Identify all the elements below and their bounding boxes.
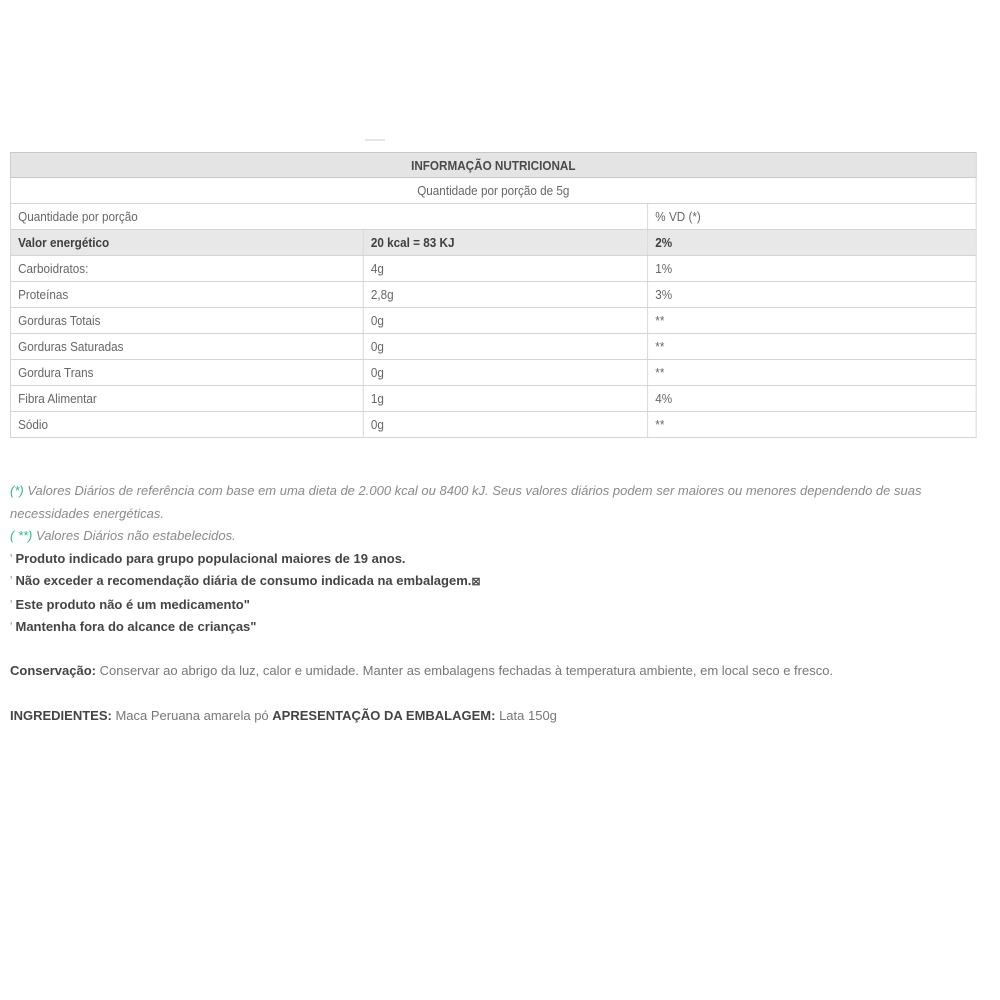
nutrient-amount: 0g [363, 308, 647, 334]
table-row [10, 334, 976, 360]
nutrient-label: Sódio [10, 412, 363, 438]
nutrient-vd: ** [648, 360, 977, 386]
ne-footnote-text: Valores Diários não estabelecidos. [32, 528, 236, 543]
energy-label: Valor energético [10, 230, 363, 256]
table-title: INFORMAÇÃO NUTRICIONAL [10, 153, 976, 178]
nutrient-vd: ** [648, 334, 977, 360]
warning-suffix: " [250, 619, 257, 634]
vd-footnote [10, 480, 978, 525]
table-title-row [10, 153, 976, 178]
conservation-text: Conservar ao abrigo da luz, calor e umidade. Manter as embalagens fechadas à temperatura ambiente, em local seco e fresco. [95, 663, 834, 678]
warning-prefix: ' [10, 596, 13, 612]
nutrient-amount: 0g [363, 412, 647, 438]
nutrient-label: Gorduras Totais [10, 308, 363, 334]
vd-footnote-text: Valores Diários de referência com base em uma dieta de 2.000 kcal ou 8400 kJ. Seus valores diários podem ser maiores ou menores dependendo de suas necessidades energéticas. [10, 483, 922, 521]
energy-vd: 2% [648, 230, 977, 256]
ingredients-label: INGREDIENTES: [10, 708, 112, 723]
nutrient-vd: ** [648, 412, 977, 438]
header-label: Quantidade por porção [10, 204, 647, 230]
nutrient-amount: 2,8g [363, 282, 647, 308]
nutrient-amount: 1g [363, 386, 647, 412]
conservation-label: Conservação: [10, 663, 96, 678]
packaging-text: Lata 150g [495, 708, 557, 723]
nutrient-label: Carboidratos: [10, 256, 363, 282]
warning-item [10, 570, 978, 594]
nutrient-label: Proteínas [10, 282, 363, 308]
footnotes [10, 480, 978, 639]
header-row [10, 204, 976, 230]
energy-amount: 20 kcal = 83 KJ [363, 230, 647, 256]
nutrient-amount: 0g [363, 360, 647, 386]
packaging-label: APRESENTAÇÃO DA EMBALAGEM: [272, 708, 496, 723]
table-row [10, 412, 976, 438]
nutrient-label: Gordura Trans [10, 360, 363, 386]
nutrient-label: Fibra Alimentar [10, 386, 363, 412]
table-row [10, 256, 976, 282]
vd-footnote-mark: (*) [10, 483, 24, 498]
warning-text: Este produto não é um medicamento [15, 596, 244, 612]
nutrient-vd: 3% [648, 282, 977, 308]
portion-text: Quantidade por porção de 5g [10, 178, 976, 204]
warning-item [10, 594, 978, 617]
table-row [10, 386, 976, 412]
warning-suffix: " [243, 596, 250, 612]
ingredients-section [10, 708, 978, 723]
table-row [10, 282, 976, 308]
table-row [10, 308, 976, 334]
conservation-section [10, 663, 978, 678]
table-row [10, 360, 976, 386]
warning-prefix: ' [10, 550, 13, 566]
box-icon: ⊠ [471, 576, 481, 588]
warning-text: Produto indicado para grupo populacional maiores de 19 anos. [15, 550, 406, 566]
warning-prefix: ' [10, 619, 13, 634]
nutrient-amount: 0g [363, 334, 647, 360]
header-vd: % VD (*) [648, 204, 977, 230]
ingredients-text: Maca Peruana amarela pó [111, 708, 273, 723]
warning-text: Não exceder a recomendação diária de consumo indicada na embalagem. [15, 573, 472, 588]
nutrient-label: Gorduras Saturadas [10, 334, 363, 360]
nutrient-vd: ** [648, 308, 977, 334]
warning-item [10, 616, 978, 639]
nutrient-amount: 4g [363, 256, 647, 282]
nutrition-table [10, 152, 977, 438]
ne-footnote [10, 525, 978, 548]
warning-item [10, 548, 978, 571]
divider [365, 139, 385, 141]
ne-footnote-mark: ( **) [10, 528, 33, 543]
warning-text: Mantenha fora do alcance de crianças [15, 619, 251, 634]
energy-row [10, 230, 976, 256]
warning-prefix: ' [10, 573, 13, 588]
product-info-page [10, 140, 978, 723]
nutrient-vd: 4% [648, 386, 977, 412]
portion-row [10, 178, 976, 204]
nutrient-vd: 1% [648, 256, 977, 282]
